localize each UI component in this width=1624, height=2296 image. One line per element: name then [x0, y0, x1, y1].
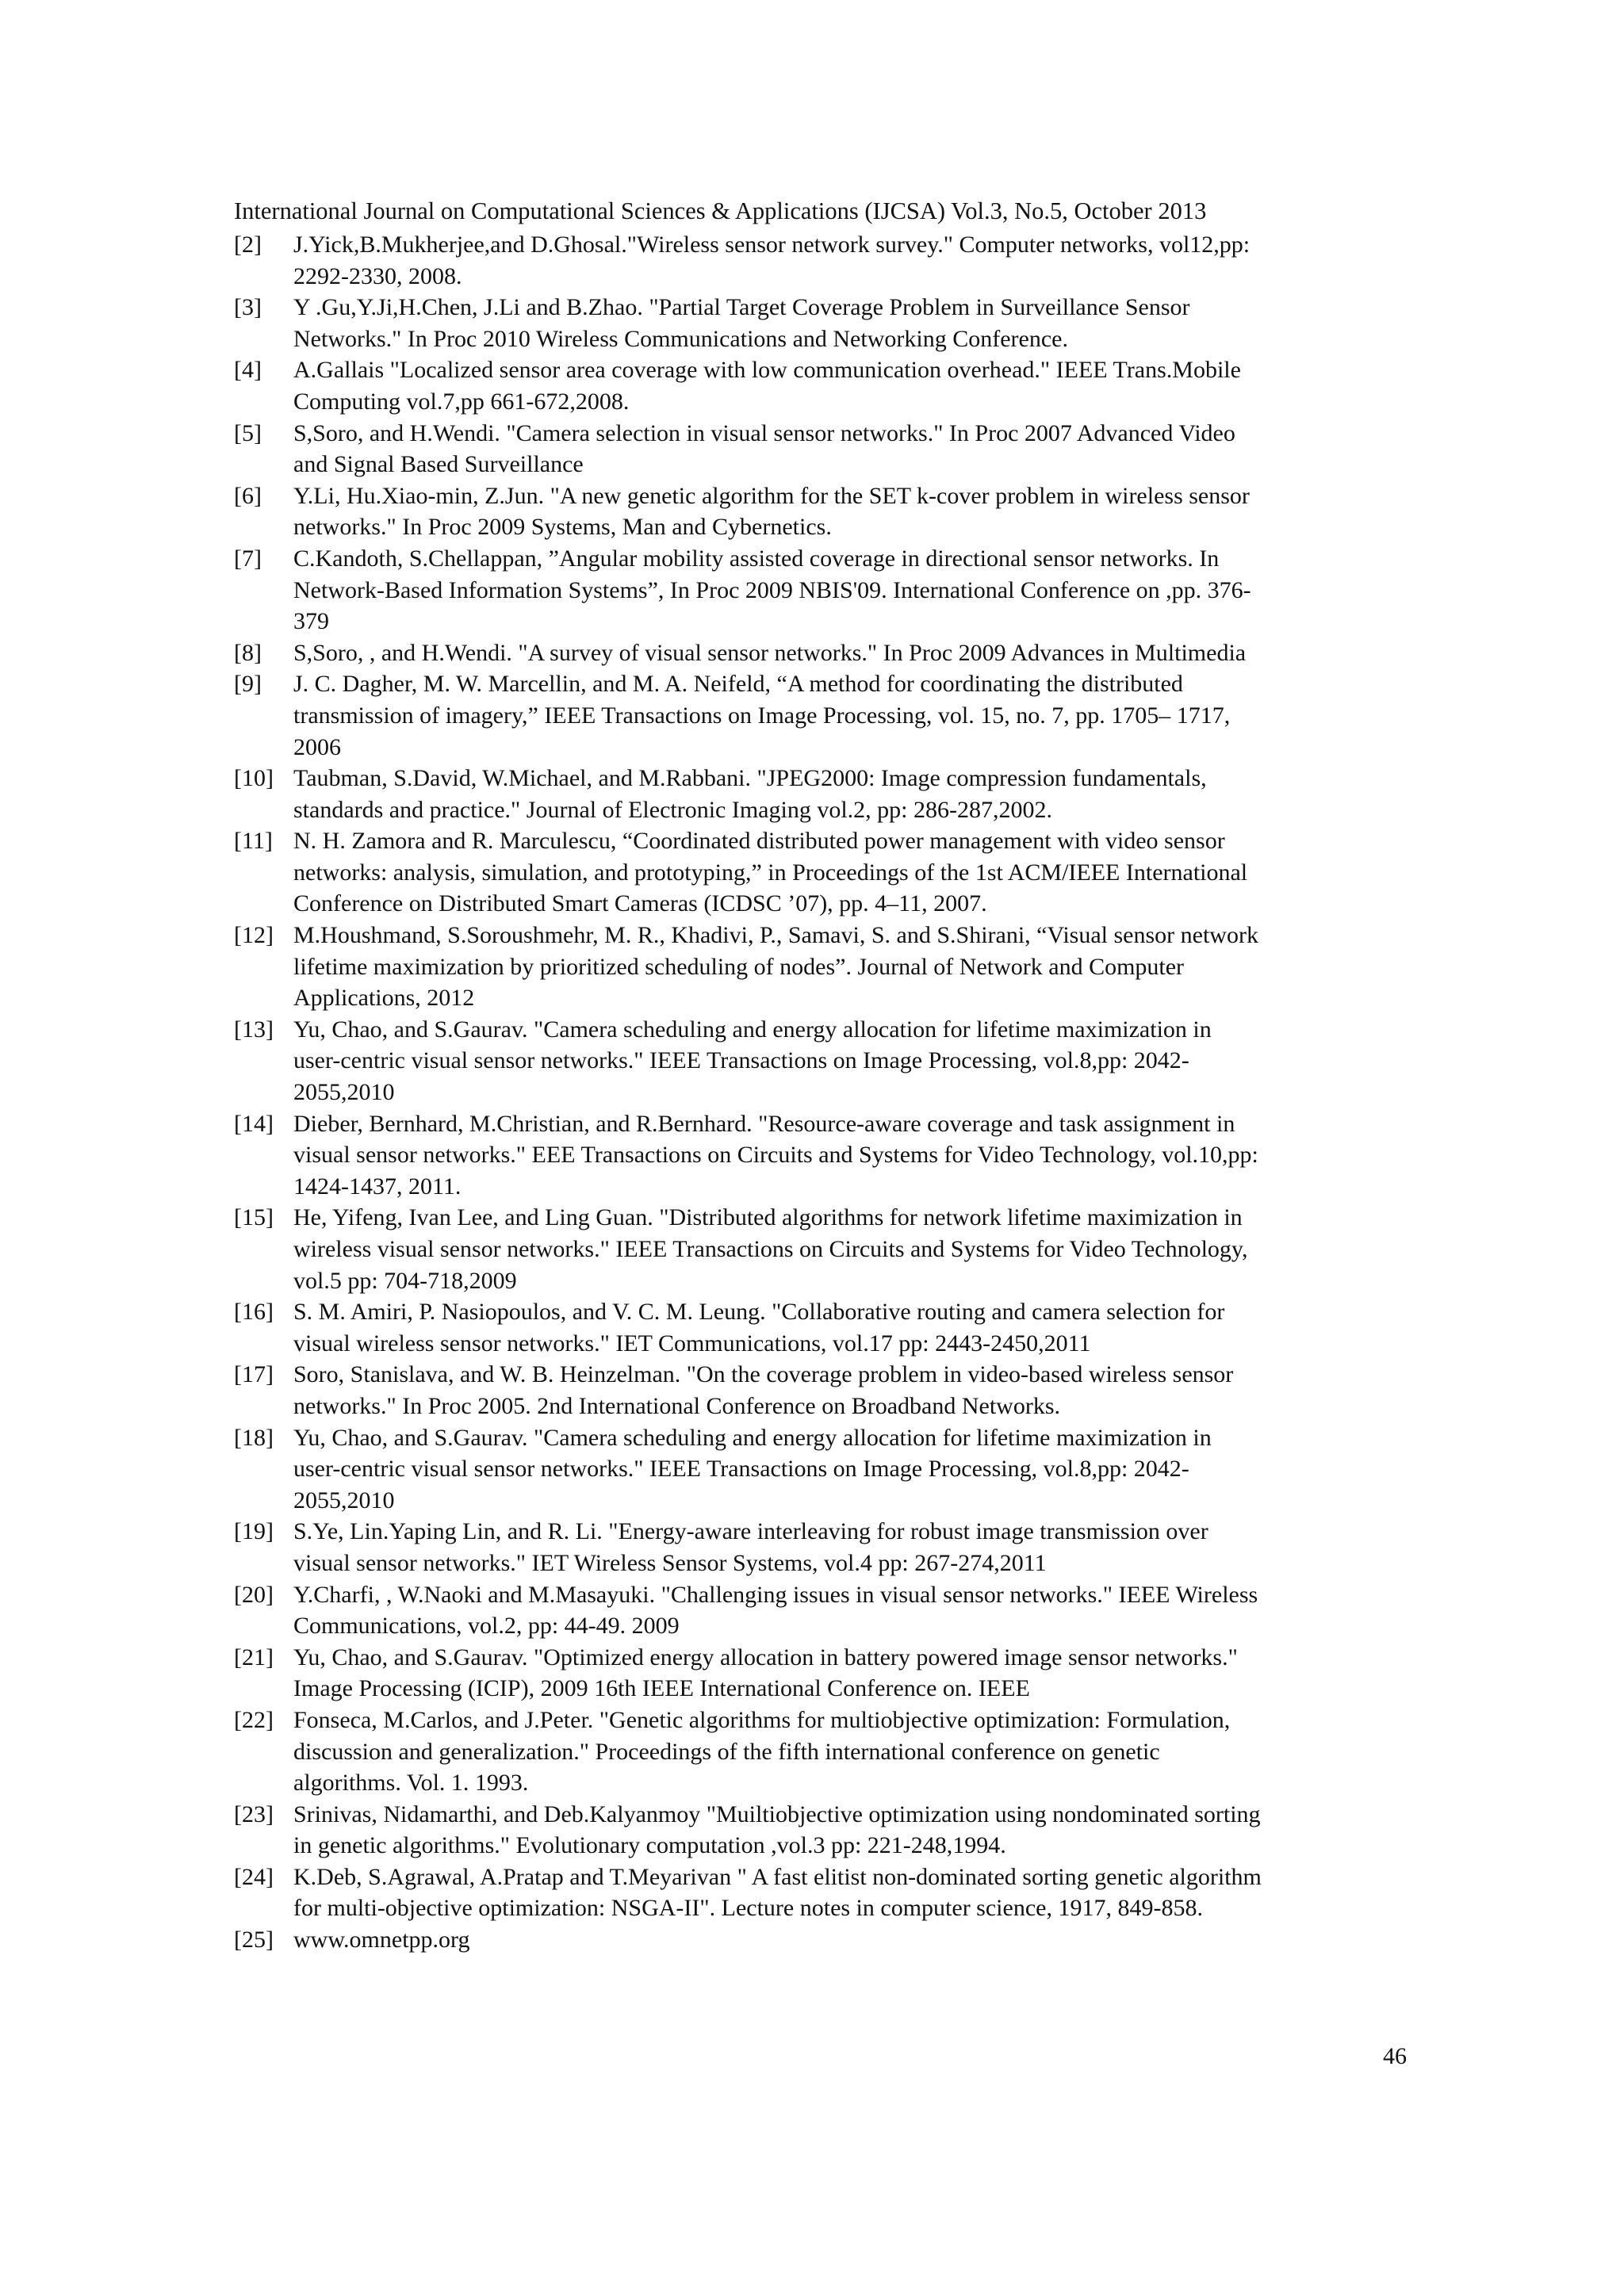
- reference-line: 2292-2330, 2008.: [293, 262, 462, 289]
- reference-number: [19]: [234, 1518, 274, 1545]
- reference-line: Y.Li, Hu.Xiao-min, Z.Jun. "A new genetic algorithm for the SET k-cover problem in wireless sensor: [293, 482, 1250, 509]
- reference-text: [293, 1705, 1423, 1799]
- reference-item: [234, 920, 1423, 1014]
- reference-line: visual wireless sensor networks." IET Communications, vol.17 pp: 2443-2450,2011: [293, 1330, 1091, 1357]
- reference-list: [234, 229, 1423, 1956]
- reference-number: [5]: [234, 419, 262, 446]
- reference-line: S,Soro, , and H.Wendi. "A survey of visual sensor networks." In Proc 2009 Advances in Multimedia: [293, 639, 1247, 666]
- reference-item: [234, 1862, 1423, 1924]
- reference-number: [11]: [234, 828, 273, 855]
- reference-text: [293, 1108, 1423, 1203]
- reference-line: K.Deb, S.Agrawal, A.Pratap and T.Meyarivan " A fast elitist non-dominated sorting genetic algorithm: [293, 1863, 1262, 1890]
- reference-line: Computing vol.7,pp 661-672,2008.: [293, 388, 630, 415]
- reference-text: [293, 1202, 1423, 1296]
- reference-number: [10]: [234, 765, 274, 792]
- reference-item: [234, 1014, 1423, 1108]
- reference-line: J.Yick,B.Mukherjee,and D.Ghosal."Wireless sensor network survey." Computer networks, vol12,pp:: [293, 232, 1251, 258]
- reference-text: [293, 543, 1423, 637]
- reference-line: Soro, Stanislava, and W. B. Heinzelman. "On the coverage problem in video-based wireless sensor: [293, 1361, 1234, 1388]
- reference-line: 2055,2010: [293, 1079, 395, 1106]
- reference-line: He, Yifeng, Ivan Lee, and Ling Guan. "Distributed algorithms for network lifetime maximization in: [293, 1204, 1243, 1231]
- reference-item: [234, 825, 1423, 920]
- reference-number: [3]: [234, 294, 262, 321]
- reference-text: [293, 292, 1423, 354]
- reference-item: [234, 763, 1423, 825]
- reference-line: Yu, Chao, and S.Gaurav. "Camera scheduling and energy allocation for lifetime maximization in: [293, 1016, 1212, 1043]
- reference-line: Conference on Distributed Smart Cameras (ICDSC ’07), pp. 4–11, 2007.: [293, 890, 987, 917]
- reference-line: C.Kandoth, S.Chellappan, ”Angular mobility assisted coverage in directional sensor networks. In: [293, 545, 1220, 572]
- reference-item: [234, 668, 1423, 763]
- reference-line: 1424-1437, 2011.: [293, 1173, 462, 1200]
- reference-line: user-centric visual sensor networks." IEEE Transactions on Image Processing, vol.8,pp: 2042-: [293, 1047, 1189, 1074]
- reference-line: networks." In Proc 2005. 2nd International Conference on Broadband Networks.: [293, 1392, 1061, 1419]
- reference-item: [234, 1359, 1423, 1422]
- reference-line: Yu, Chao, and S.Gaurav. "Camera scheduling and energy allocation for lifetime maximization in: [293, 1424, 1212, 1451]
- reference-text: [293, 763, 1423, 825]
- reference-line: J. C. Dagher, M. W. Marcellin, and M. A. Neifeld, “A method for coordinating the distributed: [293, 671, 1183, 698]
- reference-number: [21]: [234, 1644, 274, 1670]
- reference-number: [13]: [234, 1016, 274, 1043]
- reference-text: [293, 668, 1423, 763]
- reference-number: [17]: [234, 1361, 274, 1388]
- reference-line: Network-Based Information Systems”, In Proc 2009 NBIS'09. International Conference on ,pp. 376-: [293, 576, 1251, 603]
- reference-line: S,Soro, and H.Wendi. "Camera selection in visual sensor networks." In Proc 2007 Advanced Video: [293, 419, 1235, 446]
- reference-line: Yu, Chao, and S.Gaurav. "Optimized energy allocation in battery powered image sensor networks.": [293, 1644, 1238, 1670]
- reference-text: [293, 229, 1423, 292]
- reference-line: Communications, vol.2, pp: 44-49. 2009: [293, 1613, 680, 1640]
- reference-text: [293, 1862, 1423, 1924]
- reference-item: [234, 1642, 1423, 1705]
- reference-number: [6]: [234, 482, 262, 509]
- reference-text: [293, 354, 1423, 417]
- reference-line: wireless visual sensor networks." IEEE Transactions on Circuits and Systems for Video Technology,: [293, 1236, 1248, 1262]
- reference-text: [293, 1296, 1423, 1359]
- reference-line: visual sensor networks." EEE Transactions on Circuits and Systems for Video Technology, vol.10,pp:: [293, 1142, 1258, 1169]
- reference-line: S. M. Amiri, P. Nasiopoulos, and V. C. M. Leung. "Collaborative routing and camera selection for: [293, 1299, 1225, 1326]
- reference-number: [25]: [234, 1927, 274, 1954]
- reference-line: Srinivas, Nidamarthi, and Deb.Kalyanmoy "Muiltiobjective optimization using nondominated sorting: [293, 1800, 1261, 1827]
- reference-number: [9]: [234, 671, 262, 698]
- reference-text: [293, 1642, 1423, 1705]
- reference-item: [234, 1296, 1423, 1359]
- reference-number: [15]: [234, 1204, 274, 1231]
- reference-item: [234, 1924, 1423, 1956]
- reference-line: and Signal Based Surveillance: [293, 451, 584, 478]
- reference-item: [234, 480, 1423, 543]
- reference-line: visual sensor networks." IET Wireless Sensor Systems, vol.4 pp: 267-274,2011: [293, 1549, 1047, 1576]
- reference-item: [234, 354, 1423, 417]
- reference-line: networks." In Proc 2009 Systems, Man and Cybernetics.: [293, 514, 832, 541]
- journal-header: International Journal on Computational Sciences & Applications (IJCSA) Vol.3, No.5, October 2013: [234, 197, 1207, 224]
- reference-line: A.Gallais "Localized sensor area coverage with low communication overhead." IEEE Trans.Mobile: [293, 357, 1241, 384]
- reference-item: [234, 1705, 1423, 1799]
- reference-text: [293, 1579, 1423, 1642]
- reference-line: transmission of imagery,” IEEE Transactions on Image Processing, vol. 15, no. 7, pp. 1705– 1717,: [293, 702, 1231, 729]
- reference-line: algorithms. Vol. 1. 1993.: [293, 1770, 529, 1797]
- reference-number: [16]: [234, 1299, 274, 1326]
- reference-number: [22]: [234, 1706, 274, 1733]
- reference-line: for multi-objective optimization: NSGA-II". Lecture notes in computer science, 1917, 849-858.: [293, 1895, 1203, 1922]
- reference-text: [293, 1924, 1423, 1956]
- reference-item: [234, 637, 1423, 669]
- reference-number: [14]: [234, 1110, 274, 1137]
- reference-line: in genetic algorithms." Evolutionary computation ,vol.3 pp: 221-248,1994.: [293, 1832, 1006, 1859]
- reference-line: N. H. Zamora and R. Marculescu, “Coordinated distributed power management with video sensor: [293, 828, 1225, 855]
- reference-item: [234, 229, 1423, 292]
- reference-text: [293, 1014, 1423, 1108]
- reference-line: vol.5 pp: 704-718,2009: [293, 1267, 517, 1294]
- reference-text: [293, 825, 1423, 920]
- reference-number: [7]: [234, 545, 262, 572]
- reference-number: [12]: [234, 922, 274, 949]
- reference-line: lifetime maximization by prioritized scheduling of nodes”. Journal of Network and Computer: [293, 953, 1185, 980]
- reference-number: [2]: [234, 232, 262, 258]
- reference-item: [234, 1579, 1423, 1642]
- page-number: 46: [1383, 2043, 1407, 2069]
- reference-line: Fonseca, M.Carlos, and J.Peter. "Genetic algorithms for multiobjective optimization: Formulation,: [293, 1706, 1231, 1733]
- reference-item: [234, 292, 1423, 354]
- reference-text: [293, 1422, 1423, 1517]
- reference-line: user-centric visual sensor networks." IEEE Transactions on Image Processing, vol.8,pp: 2042-: [293, 1456, 1189, 1483]
- reference-text: [293, 637, 1423, 669]
- reference-line: Dieber, Bernhard, M.Christian, and R.Bernhard. "Resource-aware coverage and task assignment in: [293, 1110, 1235, 1137]
- reference-line: www.omnetpp.org: [293, 1927, 470, 1954]
- reference-number: [18]: [234, 1424, 274, 1451]
- reference-item: [234, 1799, 1423, 1862]
- reference-item: [234, 1422, 1423, 1517]
- reference-number: [4]: [234, 357, 262, 384]
- reference-line: discussion and generalization." Proceedings of the fifth international conference on genetic: [293, 1738, 1160, 1765]
- reference-text: [293, 418, 1423, 480]
- reference-line: Image Processing (ICIP), 2009 16th IEEE International Conference on. IEEE: [293, 1675, 1030, 1702]
- reference-line: Applications, 2012: [293, 985, 475, 1012]
- reference-line: 2055,2010: [293, 1487, 395, 1513]
- reference-number: [24]: [234, 1863, 274, 1890]
- reference-text: [293, 1799, 1423, 1862]
- reference-text: [293, 1359, 1423, 1422]
- reference-item: [234, 1202, 1423, 1296]
- reference-item: [234, 1516, 1423, 1578]
- reference-number: [20]: [234, 1581, 274, 1608]
- reference-text: [293, 920, 1423, 1014]
- reference-number: [23]: [234, 1800, 274, 1827]
- reference-line: M.Houshmand, S.Soroushmehr, M. R., Khadivi, P., Samavi, S. and S.Shirani, “Visual sensor network: [293, 922, 1258, 949]
- reference-line: Networks." In Proc 2010 Wireless Communications and Networking Conference.: [293, 325, 1068, 352]
- reference-text: [293, 480, 1423, 543]
- reference-line: Taubman, S.David, W.Michael, and M.Rabbani. "JPEG2000: Image compression fundamentals,: [293, 765, 1207, 792]
- reference-item: [234, 543, 1423, 637]
- reference-line: networks: analysis, simulation, and prototyping,” in Proceedings of the 1st ACM/IEEE International: [293, 859, 1248, 886]
- reference-item: [234, 1108, 1423, 1203]
- reference-text: [293, 1516, 1423, 1578]
- reference-number: [8]: [234, 639, 262, 666]
- reference-line: Y .Gu,Y.Ji,H.Chen, J.Li and B.Zhao. "Partial Target Coverage Problem in Surveillance Sensor: [293, 294, 1190, 321]
- reference-item: [234, 418, 1423, 480]
- reference-line: 379: [293, 608, 329, 635]
- reference-line: 2006: [293, 733, 341, 760]
- reference-line: Y.Charfi, , W.Naoki and M.Masayuki. "Challenging issues in visual sensor networks." IEEE Wireless: [293, 1581, 1258, 1608]
- reference-line: S.Ye, Lin.Yaping Lin, and R. Li. "Energy-aware interleaving for robust image transmission over: [293, 1518, 1208, 1545]
- reference-line: standards and practice." Journal of Electronic Imaging vol.2, pp: 286-287,2002.: [293, 796, 1052, 823]
